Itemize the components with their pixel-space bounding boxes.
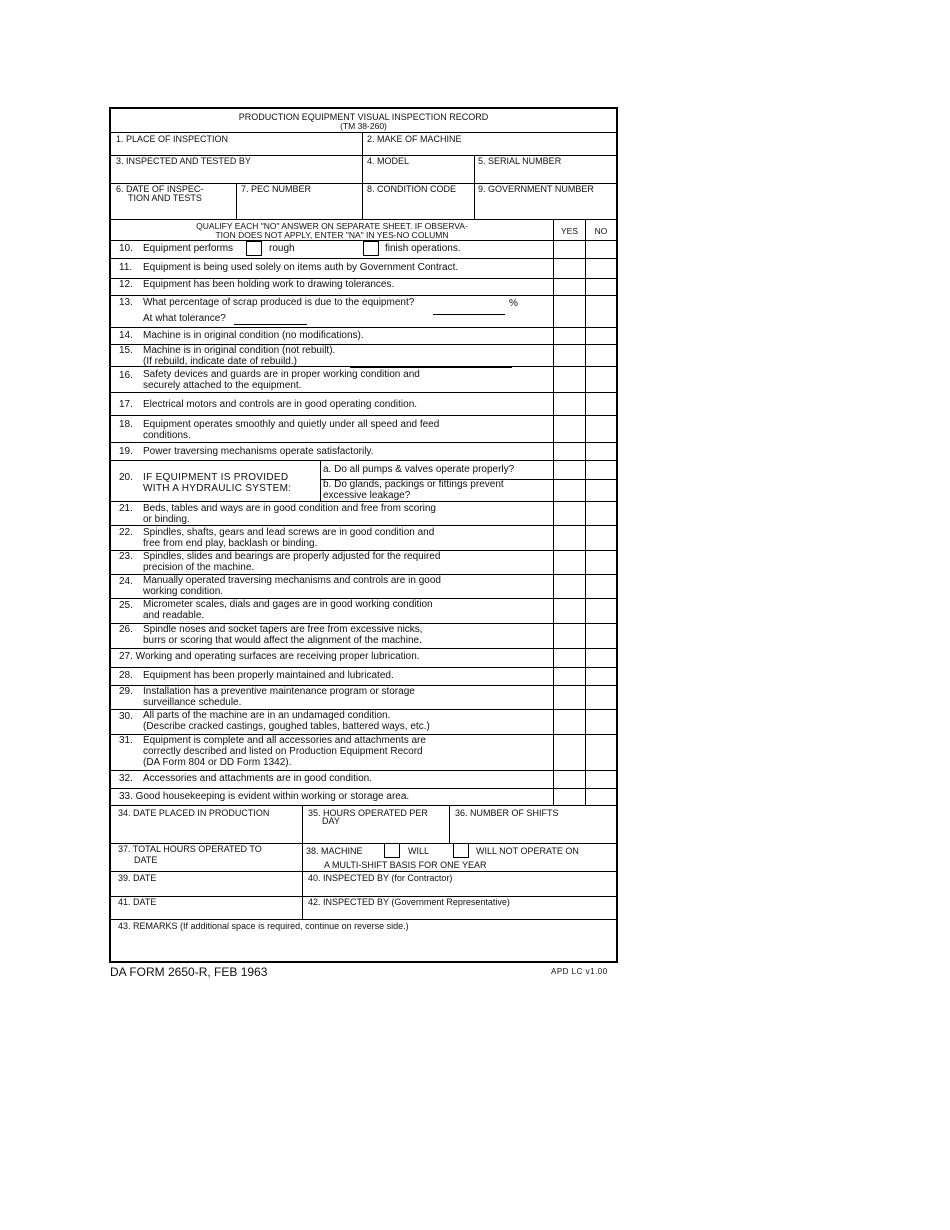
no-answer-cell[interactable] [586, 296, 616, 327]
field-total-hours-operated[interactable]: 37. TOTAL HOURS OPERATED TO [118, 844, 262, 854]
no-answer-cell[interactable] [586, 461, 616, 479]
yes-answer-cell[interactable] [554, 686, 585, 709]
item-13-text: What percentage of scrap produced is due to the equipment? [143, 297, 415, 308]
no-answer-cell[interactable] [586, 789, 616, 805]
item-12-text: Equipment has been holding work to drawing tolerances. [143, 279, 395, 290]
no-answer-cell[interactable] [586, 279, 616, 295]
form-title: PRODUCTION EQUIPMENT VISUAL INSPECTION RECORD [238, 112, 489, 122]
item-17-number: 17. [119, 399, 133, 410]
no-answer-cell[interactable] [586, 551, 616, 574]
will-label: WILL [408, 846, 430, 856]
field-hours-operated-day-label: DAY [322, 816, 340, 826]
scrap-percentage-field[interactable] [433, 314, 505, 315]
yes-answer-cell[interactable] [554, 771, 585, 788]
item-33-text: 33. Good housekeeping is evident within working or storage area. [119, 791, 410, 802]
item-16-number: 16. [119, 370, 133, 381]
item-22-text: Spindles, shafts, gears and lead screws are in good condition and free from end play, backlash or binding. [143, 527, 435, 549]
yes-answer-cell[interactable] [554, 279, 585, 295]
no-answer-cell[interactable] [586, 599, 616, 623]
item-10-finish-label: finish operations. [385, 243, 461, 254]
item-22-number: 22. [119, 527, 133, 538]
item-28-text: Equipment has been properly maintained and lubricated. [143, 670, 394, 681]
item-25-number: 25. [119, 600, 133, 611]
item-23-number: 23. [119, 551, 133, 562]
field-date-39[interactable]: 39. DATE [118, 873, 157, 883]
item-30-number: 30. [119, 711, 133, 722]
item-17-text: Electrical motors and controls are in good operating condition. [143, 399, 418, 410]
item-24-number: 24. [119, 576, 133, 587]
yes-answer-cell[interactable] [554, 461, 585, 479]
field-remarks[interactable]: 43. REMARKS (If additional space is required, continue on reverse side.) [118, 921, 409, 931]
yes-answer-cell[interactable] [554, 624, 585, 648]
field-government-number[interactable]: 9. GOVERNMENT NUMBER [478, 184, 594, 194]
item-20-text: IF EQUIPMENT IS PROVIDED WITH A HYDRAULIC SYSTEM: [143, 472, 292, 494]
yes-answer-cell[interactable] [554, 649, 585, 667]
yes-answer-cell[interactable] [554, 328, 585, 344]
no-answer-cell[interactable] [586, 771, 616, 788]
instructions-line-2: TION DOES NOT APPLY, ENTER "NA" IN YES-NO COLUMN [215, 230, 449, 240]
item-20a-text: a. Do all pumps & valves operate properly? [323, 464, 515, 475]
yes-answer-cell[interactable] [554, 710, 585, 734]
rebuild-date-field[interactable] [350, 367, 512, 368]
field-make-of-machine[interactable]: 2. MAKE OF MACHINE [367, 134, 462, 144]
item-26-text: Spindle noses and socket tapers are free from excessive nicks, burrs or scoring that would affect the alignment of the machine. [143, 624, 423, 646]
item-16-text: Safety devices and guards are in proper working condition and securely attached to the equipment. [143, 369, 420, 391]
field-machine-label: 38. MACHINE [306, 846, 363, 856]
yes-answer-cell[interactable] [554, 241, 585, 258]
rough-checkbox[interactable] [246, 241, 262, 256]
will-not-operate-checkbox[interactable] [453, 843, 469, 858]
item-14-number: 14. [119, 330, 133, 341]
no-answer-cell[interactable] [586, 735, 616, 770]
item-20b-text: b. Do glands, packings or fittings prevent excessive leakage? [323, 479, 504, 501]
item-25-text: Micrometer scales, dials and gages are in good working condition and readable. [143, 599, 433, 621]
no-answer-cell[interactable] [586, 686, 616, 709]
item-10-text: Equipment performs [143, 243, 234, 254]
field-date-placed-in-production[interactable]: 34. DATE PLACED IN PRODUCTION [118, 808, 270, 818]
item-29-text: Installation has a preventive maintenance program or storage surveillance schedule. [143, 686, 415, 708]
yes-answer-cell[interactable] [554, 443, 585, 460]
item-11-text: Equipment is being used solely on items auth by Government Contract. [143, 262, 459, 273]
item-11-number: 11. [119, 262, 133, 273]
item-21-text: Beds, tables and ways are in good condition and free from scoring or binding. [143, 503, 436, 525]
field-inspected-by-government[interactable]: 42. INSPECTED BY (Government Representative) [308, 897, 510, 907]
yes-answer-cell[interactable] [554, 526, 585, 550]
yes-answer-cell[interactable] [554, 393, 585, 415]
field-model[interactable]: 4. MODEL [367, 156, 410, 166]
item-29-number: 29. [119, 686, 133, 697]
no-answer-cell[interactable] [586, 668, 616, 685]
no-answer-cell[interactable] [586, 526, 616, 550]
yes-answer-cell[interactable] [554, 416, 585, 442]
form-version: APD LC v1.00 [551, 967, 608, 976]
no-answer-cell[interactable] [586, 241, 616, 258]
no-answer-cell[interactable] [586, 575, 616, 598]
item-20-number: 20. [119, 472, 133, 483]
item-23-text: Spindles, slides and bearings are properly adjusted for the required precision of the machine. [143, 551, 441, 573]
no-column-header: NO [594, 226, 608, 236]
item-10-number: 10. [119, 243, 133, 254]
field-pec-number[interactable]: 7. PEC NUMBER [241, 184, 312, 194]
field-inspected-tested-by[interactable]: 3. INSPECTED AND TESTED BY [116, 156, 251, 166]
item-26-number: 26. [119, 624, 133, 635]
item-10-rough-label: rough [269, 243, 295, 254]
field-inspected-by-contractor[interactable]: 40. INSPECTED BY (for Contractor) [308, 873, 453, 883]
item-15-number: 15. [119, 345, 133, 356]
item-13-tolerance-label: At what tolerance? [143, 313, 226, 324]
no-answer-cell[interactable] [586, 416, 616, 442]
yes-answer-cell[interactable] [554, 259, 585, 278]
item-32-text: Accessories and attachments are in good condition. [143, 773, 373, 784]
yes-answer-cell[interactable] [554, 668, 585, 685]
no-answer-cell[interactable] [586, 710, 616, 734]
item-31-number: 31. [119, 735, 133, 746]
yes-answer-cell[interactable] [554, 551, 585, 574]
no-answer-cell[interactable] [586, 480, 616, 501]
field-total-hours-date-label: DATE [134, 855, 158, 865]
item-19-text: Power traversing mechanisms operate satisfactorily. [143, 446, 374, 457]
instructions-line-1: QUALIFY EACH "NO" ANSWER ON SEPARATE SHEET. IF OBSERVA- [196, 221, 468, 231]
tolerance-field[interactable] [234, 324, 307, 325]
item-14-text: Machine is in original condition (no modifications). [143, 330, 364, 341]
item-13-percent: % [509, 298, 518, 309]
yes-column-header: YES [560, 226, 578, 236]
no-answer-cell[interactable] [586, 624, 616, 648]
yes-answer-cell[interactable] [554, 575, 585, 598]
multi-shift-basis-label: A MULTI-SHIFT BASIS FOR ONE YEAR [324, 860, 487, 870]
field-hours-operated-per-day[interactable]: 35. HOURS OPERATED PER [308, 808, 428, 818]
no-answer-cell[interactable] [586, 502, 616, 525]
yes-answer-cell[interactable] [554, 599, 585, 623]
no-answer-cell[interactable] [586, 328, 616, 344]
no-answer-cell[interactable] [586, 393, 616, 415]
inspection-form [109, 107, 618, 963]
item-30-text: All parts of the machine are in an undamaged condition. (Describe cracked castings, goughed tables, battered ways, etc.) [143, 710, 430, 732]
will-operate-checkbox[interactable] [384, 843, 400, 858]
no-answer-cell[interactable] [586, 345, 616, 366]
yes-answer-cell[interactable] [554, 789, 585, 805]
field-place-of-inspection[interactable]: 1. PLACE OF INSPECTION [116, 134, 229, 144]
no-answer-cell[interactable] [586, 443, 616, 460]
yes-answer-cell[interactable] [554, 367, 585, 392]
item-27-text: 27. Working and operating surfaces are receiving proper lubrication. [119, 651, 420, 662]
field-serial-number[interactable]: 5. SERIAL NUMBER [478, 156, 562, 166]
no-answer-cell[interactable] [586, 649, 616, 667]
item-18-number: 18. [119, 419, 133, 430]
no-answer-cell[interactable] [586, 367, 616, 392]
item-12-number: 12. [119, 279, 133, 290]
item-18-text: Equipment operates smoothly and quietly under all speed and feed conditions. [143, 419, 440, 441]
item-21-number: 21. [119, 503, 133, 514]
form-identifier: DA FORM 2650-R, FEB 1963 [110, 965, 268, 979]
form-subtitle: (TM 38-260) [340, 121, 387, 131]
field-number-of-shifts[interactable]: 36. NUMBER OF SHIFTS [455, 808, 559, 818]
yes-answer-cell[interactable] [554, 502, 585, 525]
item-24-text: Manually operated traversing mechanisms and controls are in good working condition. [143, 575, 441, 597]
field-date-of-inspection[interactable]: 6. DATE OF INSPEC- [116, 184, 204, 194]
no-answer-cell[interactable] [586, 259, 616, 278]
item-31-text: Equipment is complete and all accessories and attachments are correctly described and listed on Production Equipment Record (DA Form 804 or DD Form 1342). [143, 735, 426, 768]
yes-answer-cell[interactable] [554, 345, 585, 366]
item-19-number: 19. [119, 446, 133, 457]
field-date-41[interactable]: 41. DATE [118, 897, 157, 907]
will-not-operate-label: WILL NOT OPERATE ON [476, 846, 579, 856]
yes-answer-cell[interactable] [554, 480, 585, 501]
item-28-number: 28. [119, 670, 133, 681]
yes-answer-cell[interactable] [554, 296, 585, 327]
finish-checkbox[interactable] [363, 241, 379, 256]
yes-answer-cell[interactable] [554, 735, 585, 770]
field-date-of-inspection-cont: TION AND TESTS [128, 193, 202, 203]
item-13-number: 13. [119, 297, 133, 308]
field-condition-code[interactable]: 8. CONDITION CODE [367, 184, 457, 194]
item-15-text: Machine is in original condition (not rebuilt). (If rebuild, indicate date of rebuild.) [143, 345, 336, 367]
item-32-number: 32. [119, 773, 133, 784]
